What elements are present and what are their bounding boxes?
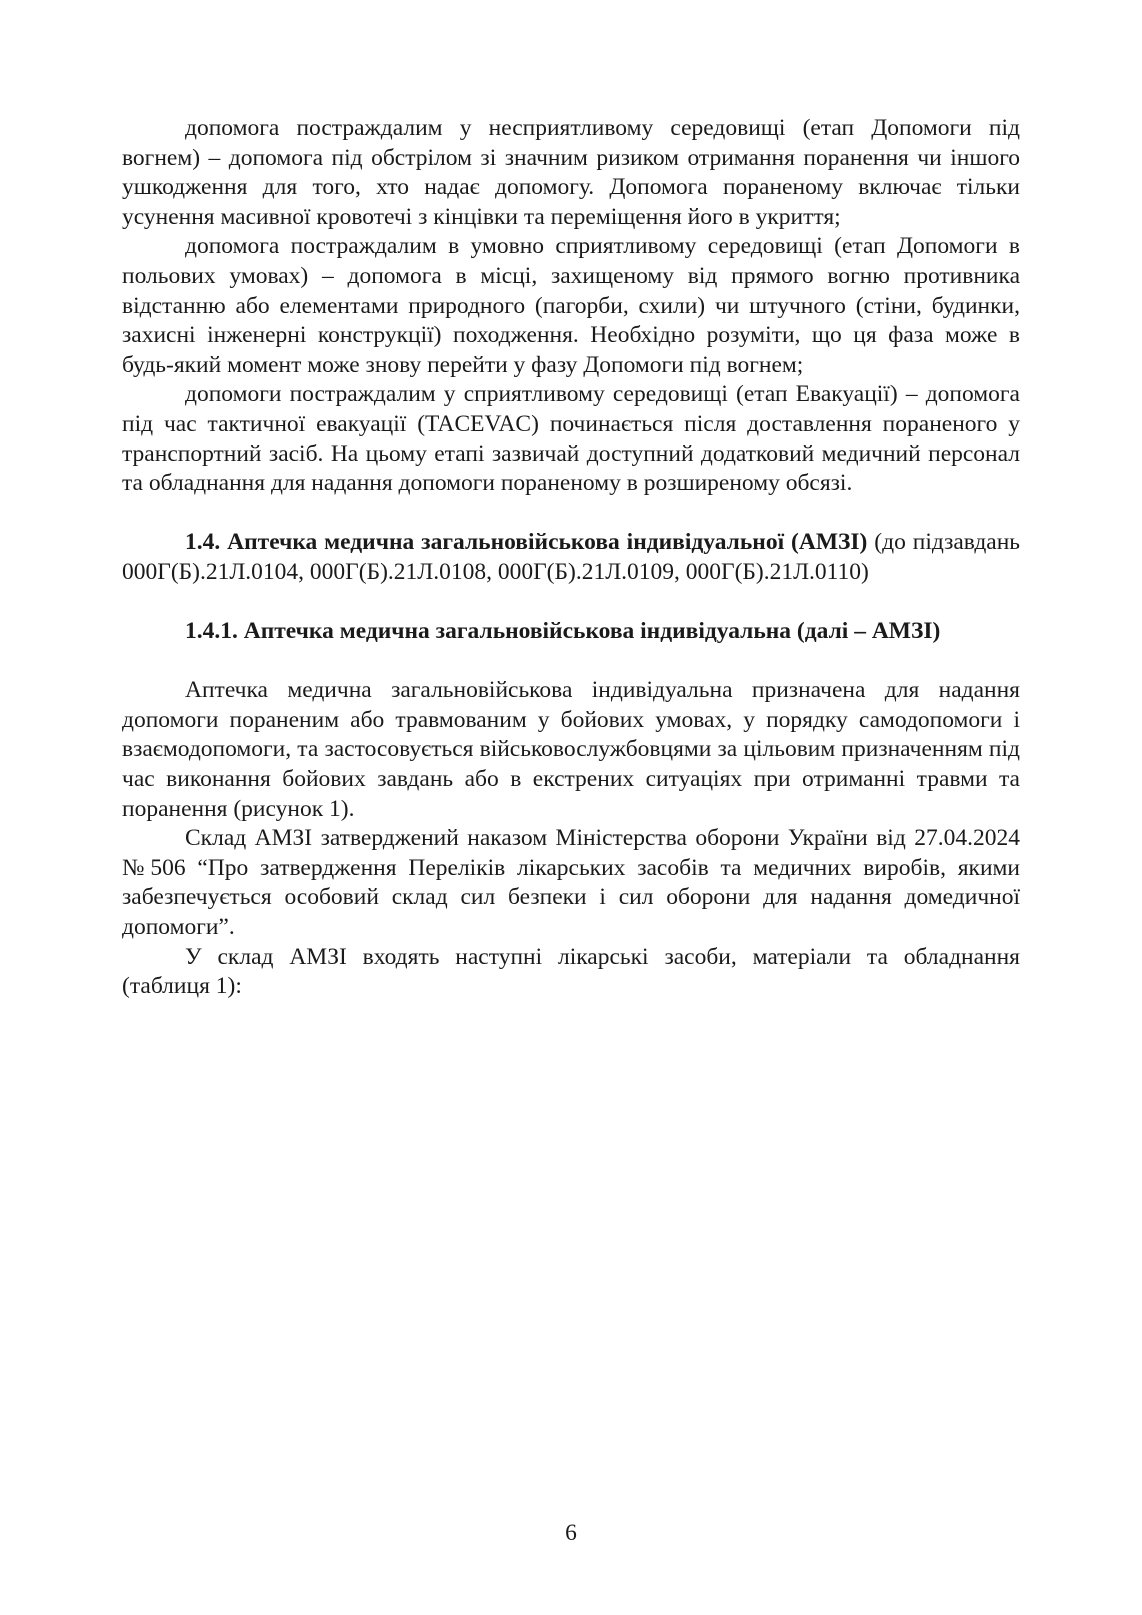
paragraph-field-care: допомога постраждалим в умовно сприятливому середовищі (етап Допомоги в польових умовах) – допомога в місці, захищеному від прямого вогню противника відстанню або елементами природного (пагорби, схили) чи штучного (стіни, будинки, захисні інженерні конструкції) походження. Необхідно розуміти, що ця фаза може в будь-який момент може знову перейти у фазу Допомоги під вогнем; xyxy=(122,233,1020,378)
spacer xyxy=(122,588,1020,618)
spacer xyxy=(122,647,1020,677)
paragraph-amzi-purpose: Аптечка медична загальновійськова індивідуальна призначена для надання допомоги пораненим або травмованим у бойових умовах, у порядку самодопомоги і взаємодопомоги, та застосовується військовослужбовцями за цільовим призначенням під час виконання бойових завдань або в екстрених ситуаціях при отриманні травми та поранення (рисунок 1). xyxy=(122,677,1020,822)
paragraph-amzi-contents: У склад АМЗІ входять наступні лікарські засоби, матеріали та обладнання (таблиця 1): xyxy=(122,943,1020,1000)
page-number: 6 xyxy=(565,1520,577,1546)
section-heading-1-4-subtasks: (до підзавдань 000Г(Б).21Л.0104, 000Г(Б).21Л.0108, 000Г(Б).21Л.0109, 000Г(Б).21Л.0110) xyxy=(122,529,1021,585)
section-heading-1-4-title: 1.4. Аптечка медична загальновійськова індивідуальної (АМЗІ) xyxy=(185,529,868,556)
paragraph-under-fire-care: допомога постраждалим у несприятливому середовищі (етап Допомоги під вогнем) – допомога під обстрілом зі значним ризиком отримання поранення чи іншого ушкодження для того, хто надає допомогу. Допомога пораненому включає тільки усунення масивної кровотечі з кінцівки та переміщення його в укриття; xyxy=(122,115,1020,230)
paragraph-evacuation-care: допомоги постраждалим у сприятливому середовищі (етап Евакуації) – допомога під час тактичної евакуації (TACEVAC) починається після доставлення пораненого у транспортний засіб. На цьому етапі зазвичай доступний додатковий медичний персонал та обладнання для надання допомоги пораненому в розширеному обсязі. xyxy=(122,381,1020,497)
page-content xyxy=(122,114,1020,1002)
spacer xyxy=(122,499,1020,529)
paragraph-amzi-order: Склад АМЗІ затверджений наказом Міністерства оборони України від 27.04.2024 №506 “Про затвердження Переліків лікарських засобів та медичних виробів, якими забезпечується особовий склад сил безпеки і сил оборони для надання домедичної допомоги”. xyxy=(122,825,1020,941)
section-heading-1-4-1: 1.4.1. Аптечка медична загальновійськова індивідуальна (далі – АМЗІ) xyxy=(185,618,941,645)
section-heading-1-4 xyxy=(122,528,1020,587)
